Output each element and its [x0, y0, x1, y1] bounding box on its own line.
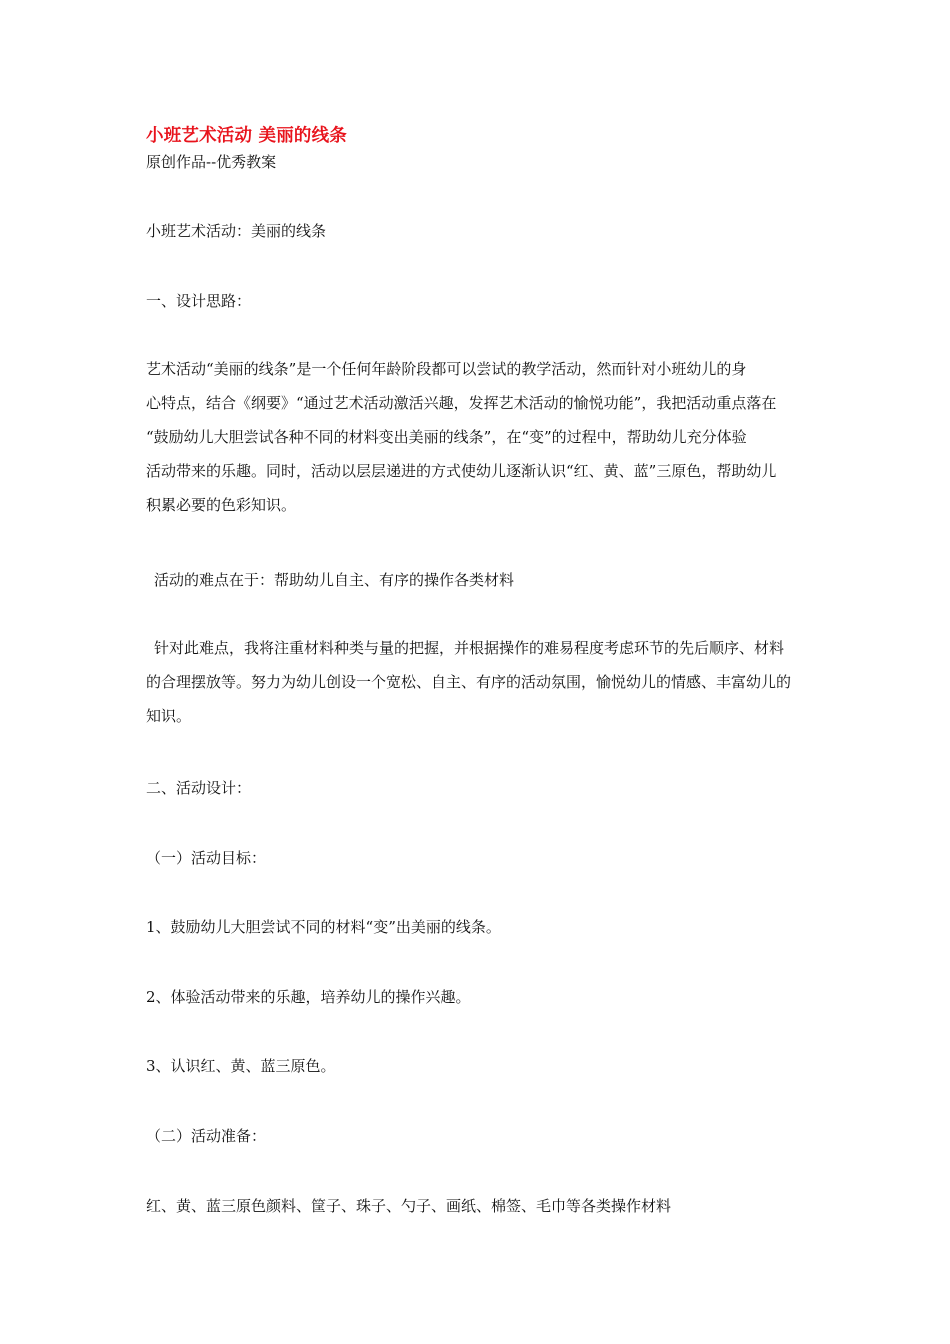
paragraph-line: 针对此难点，我将注重材料种类与量的把握，并根据操作的难易程度考虑环节的先后顺序、材料: [154, 639, 785, 657]
goal-item: 2、体验活动带来的乐趣，培养幼儿的操作兴趣。: [146, 988, 471, 1006]
goal-item: 3、认识红、黄、蓝三原色。: [146, 1057, 336, 1075]
section2-heading: 二、活动设计：: [146, 779, 252, 797]
paragraph-line: 知识。: [146, 707, 192, 725]
difficulty-text: 活动的难点在于：帮助幼儿自主、有序的操作各类材料: [154, 571, 515, 589]
paragraph-line: 积累必要的色彩知识。: [146, 496, 297, 514]
design-rationale-paragraph: [146, 352, 808, 522]
intro-heading: 小班艺术活动：美丽的线条: [146, 222, 327, 240]
paragraph-line: 心特点，结合《纲要》“通过艺术活动激活兴趣，发挥艺术活动的愉悦功能”，我把活动重点落在: [146, 394, 777, 412]
document-title: 小班艺术活动 美丽的线条: [146, 126, 347, 146]
paragraph-line: 的合理摆放等。努力为幼儿创设一个宽松、自主、有序的活动氛围，愉悦幼儿的情感、丰富幼儿的: [146, 673, 792, 691]
document-subtitle: 原创作品--优秀教案: [146, 153, 277, 171]
goals-heading: （一）活动目标：: [146, 849, 267, 867]
prep-heading: （二）活动准备：: [146, 1127, 267, 1145]
section1-heading: 一、设计思路：: [146, 292, 252, 310]
prep-materials-text: 红、黄、蓝三原色颜料、筐子、珠子、勺子、画纸、棉签、毛巾等各类操作材料: [146, 1197, 672, 1215]
goal-item: 1、鼓励幼儿大胆尝试不同的材料“变”出美丽的线条。: [146, 918, 501, 936]
paragraph-line: 艺术活动“美丽的线条”是一个任何年龄阶段都可以尝试的教学活动，然而针对小班幼儿的身: [146, 360, 747, 378]
difficulty-strategy-paragraph: [146, 631, 808, 733]
paragraph-line: 活动带来的乐趣。同时，活动以层层递进的方式使幼儿逐渐认识“红、黄、蓝”三原色，帮助幼儿: [146, 462, 777, 480]
paragraph-line: “鼓励幼儿大胆尝试各种不同的材料变出美丽的线条”，在“变”的过程中，帮助幼儿充分体验: [146, 428, 747, 446]
